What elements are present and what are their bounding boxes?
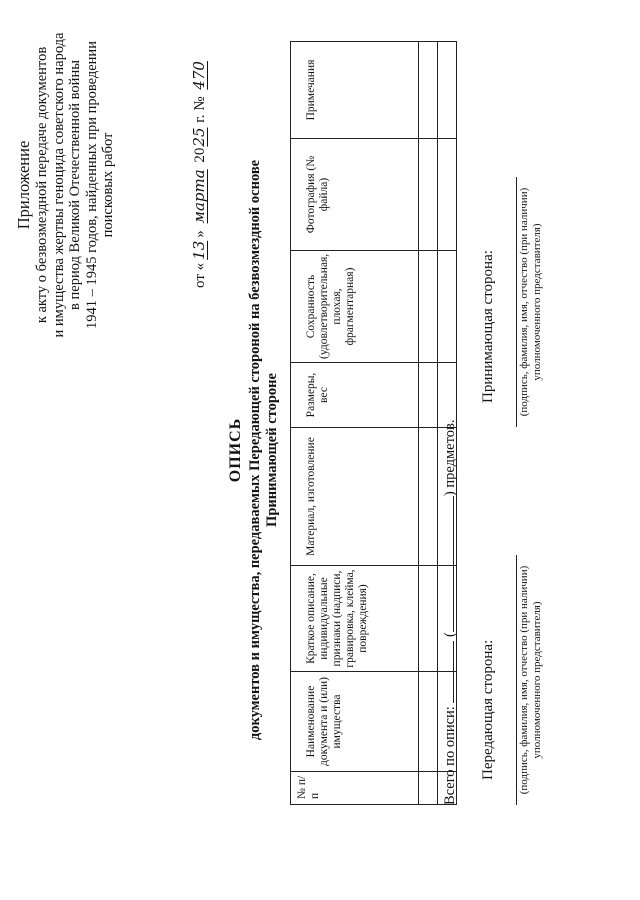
table-cell[interactable] xyxy=(419,428,438,566)
table-cell[interactable] xyxy=(438,139,457,251)
caption-line: уполномоченного представителя) xyxy=(531,223,543,381)
receiving-party-label: Принимающая сторона: xyxy=(480,250,496,403)
receiving-signature-field[interactable] xyxy=(516,177,517,427)
total-words-field[interactable] xyxy=(440,496,454,632)
table-row xyxy=(419,42,438,805)
appendix-line: и имущества жертвы геноцида советского народа xyxy=(50,32,67,338)
appendix-date-line xyxy=(189,38,210,308)
date-year-prefix: 20 xyxy=(192,147,208,163)
date-month: марта xyxy=(190,169,208,224)
table-cell[interactable] xyxy=(419,363,438,428)
table-cell[interactable] xyxy=(419,42,438,139)
appendix-line: поисковых работ xyxy=(100,132,117,238)
total-open-paren: ( xyxy=(442,632,458,637)
appendix-line: к акту о безвозмездной передаче документов xyxy=(34,46,50,324)
header-number: № п/п xyxy=(291,772,419,805)
table-cell[interactable] xyxy=(419,251,438,363)
table-cell[interactable] xyxy=(419,566,438,672)
caption-line: (подпись, фамилия, имя, отчество (при наличии) xyxy=(518,565,530,795)
appendix-header xyxy=(14,25,117,345)
transferring-signature-field[interactable] xyxy=(516,555,517,805)
date-prefix: от « xyxy=(192,262,208,288)
inventory-table xyxy=(290,41,457,805)
date-mid: » xyxy=(192,230,208,238)
date-suffix: г. № xyxy=(192,96,208,123)
date-year-suffix: 25 xyxy=(190,127,208,147)
table-cell[interactable] xyxy=(419,672,438,772)
header-notes: Примечания xyxy=(291,42,419,139)
total-close-paren: ) xyxy=(442,491,458,497)
opis-subtitle-line: документов и имущества, передаваемых Передающей стороной на безвозмездной основе xyxy=(247,159,263,741)
caption-line: (подпись, фамилия, имя, отчество (при наличии) xyxy=(518,187,530,417)
table-cell[interactable] xyxy=(419,772,438,805)
caption-line: уполномоченного представителя) xyxy=(531,601,543,759)
header-condition: Сохранность (удовлетворительная, плохая, фрагментарная) xyxy=(291,251,419,363)
date-day: 13 xyxy=(190,240,208,260)
header-name: Наименование документа и (или) имущества xyxy=(291,672,419,772)
appendix-line: в период Великой Отечественной войны xyxy=(67,60,84,310)
receiving-signature-caption xyxy=(518,167,544,437)
appendix-line: 1941 – 1945 годов, найденных при проведении xyxy=(83,41,100,329)
header-size: Размеры, вес xyxy=(291,363,419,428)
table-cell[interactable] xyxy=(438,42,457,139)
header-material: Материал, изготовление xyxy=(291,428,419,566)
total-label: Всего по описи: xyxy=(442,706,458,805)
total-suffix: предметов. xyxy=(442,419,458,488)
document-number: 470 xyxy=(190,61,208,90)
opis-subtitle-line: Принимающей стороне xyxy=(264,373,280,527)
transferring-party-label: Передающая сторона: xyxy=(480,639,496,780)
table-cell[interactable] xyxy=(419,139,438,251)
total-line xyxy=(440,245,459,805)
header-photo: Фотография (№ файла) xyxy=(291,139,419,251)
table-header-row xyxy=(291,42,419,805)
header-description: Краткое описание, индивидуальные признаки (надписи, гравировка, клейма, повреждения) xyxy=(291,566,419,672)
opis-title: ОПИСЬ xyxy=(227,417,244,483)
transferring-signature-caption xyxy=(518,545,544,815)
total-count-field[interactable] xyxy=(440,641,454,703)
appendix-title: Приложение xyxy=(14,140,33,230)
opis-subtitle xyxy=(247,40,281,860)
